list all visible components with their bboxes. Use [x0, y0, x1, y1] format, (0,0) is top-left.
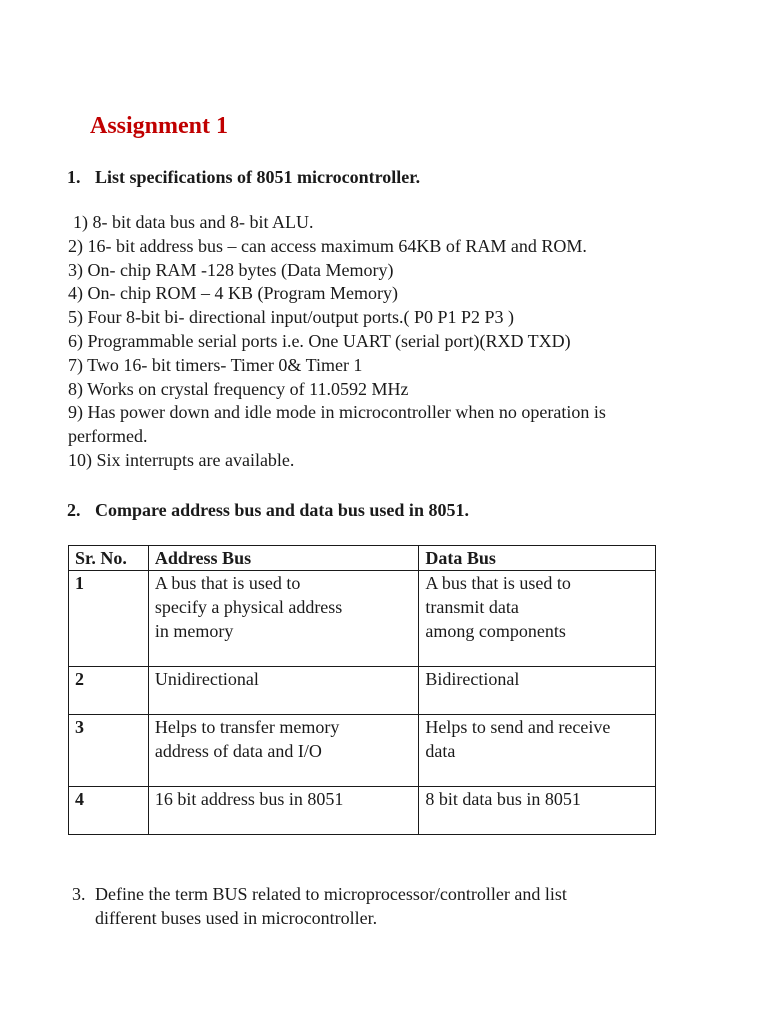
question-3-line: Define the term BUS related to microprocessor/controller and list	[95, 884, 567, 904]
question-1	[67, 165, 420, 189]
header-sr-no: Sr. No.	[69, 546, 149, 571]
spec-item: performed.	[68, 426, 148, 447]
cell-line: Helps to transfer memory	[154, 717, 340, 737]
cell-line: Helps to send and receive	[425, 717, 611, 737]
spec-item: 2) 16- bit address bus – can access maximum 64KB of RAM and ROM.	[68, 235, 587, 256]
cell-sr-no: 4	[69, 787, 149, 835]
assignment-title: Assignment 1	[90, 113, 229, 139]
table-row	[69, 667, 656, 715]
spec-item: 10) Six interrupts are available.	[68, 449, 295, 470]
table-row	[69, 571, 656, 667]
question-2	[67, 498, 469, 522]
cell-line: address of data and I/O	[154, 741, 322, 761]
cell-address-bus	[148, 715, 419, 787]
cell-line: data	[425, 741, 456, 761]
question-2-number: 2.	[67, 500, 81, 520]
question-3	[72, 882, 672, 930]
question-3-text	[95, 882, 655, 930]
cell-line: Unidirectional	[154, 669, 259, 689]
question-1-text: List specifications of 8051 microcontroller.	[95, 167, 421, 187]
cell-line: transmit data	[425, 597, 519, 617]
cell-line: A bus that is used to	[425, 573, 571, 593]
cell-sr-no: 2	[69, 667, 149, 715]
cell-line: 8 bit data bus in 8051	[425, 789, 581, 809]
cell-address-bus	[148, 787, 419, 835]
cell-line: Bidirectional	[425, 669, 520, 689]
spec-item: 4) On- chip ROM – 4 KB (Program Memory)	[68, 283, 398, 304]
spec-item: 1) 8- bit data bus and 8- bit ALU.	[73, 212, 314, 232]
cell-sr-no: 3	[69, 715, 149, 787]
question-3-line: different buses used in microcontroller.	[95, 908, 378, 928]
spec-item: 5) Four 8-bit bi- directional input/output ports.( P0 P1 P2 P3 )	[68, 307, 514, 328]
cell-data-bus	[419, 715, 656, 787]
cell-sr-no: 1	[69, 571, 149, 667]
cell-data-bus	[419, 787, 656, 835]
header-address-bus: Address Bus	[148, 546, 419, 571]
spec-item: 8) Works on crystal frequency of 11.0592 MHz	[68, 378, 409, 399]
question-2-text: Compare address bus and data bus used in 8051.	[95, 500, 469, 520]
cell-address-bus	[148, 571, 419, 667]
spec-item: 3) On- chip RAM -128 bytes (Data Memory)	[68, 259, 394, 280]
spec-item: 6) Programmable serial ports i.e. One UART (serial port)(RXD TXD)	[68, 330, 571, 351]
cell-line: among components	[425, 621, 566, 641]
cell-line: in memory	[154, 621, 234, 641]
question-3-number: 3.	[72, 884, 86, 904]
cell-data-bus	[419, 667, 656, 715]
table-row	[69, 715, 656, 787]
question-1-number: 1.	[67, 167, 81, 187]
comparison-table	[68, 545, 656, 835]
cell-data-bus	[419, 571, 656, 667]
table-header-row	[69, 546, 656, 571]
cell-line: specify a physical address	[154, 597, 343, 617]
cell-address-bus	[148, 667, 419, 715]
cell-line: A bus that is used to	[154, 573, 301, 593]
cell-line: 16 bit address bus in 8051	[154, 789, 344, 809]
spec-item: 9) Has power down and idle mode in microcontroller when no operation is	[68, 402, 606, 423]
header-data-bus: Data Bus	[419, 546, 656, 571]
table-row	[69, 787, 656, 835]
spec-item: 7) Two 16- bit timers- Timer 0& Timer 1	[68, 354, 363, 375]
specification-list	[68, 211, 688, 473]
